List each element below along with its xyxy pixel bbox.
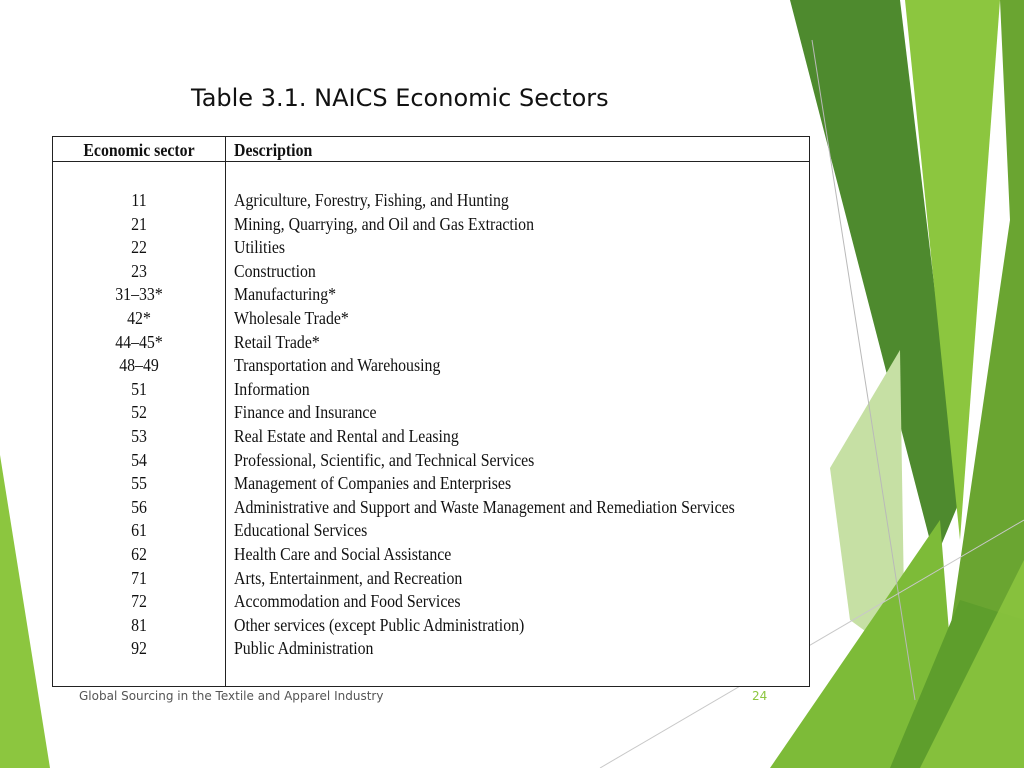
sector-code: 55 <box>131 473 147 494</box>
table-row <box>53 331 809 355</box>
footer-text: Global Sourcing in the Textile and Apparel Industry <box>79 689 384 703</box>
table-row <box>53 567 809 591</box>
sector-description: Utilities <box>234 237 286 258</box>
sector-description: Other services (except Public Administration) <box>234 614 525 635</box>
sector-code: 44–45* <box>115 331 163 352</box>
naics-table <box>52 136 810 687</box>
table-row <box>53 213 809 237</box>
sector-code: 92 <box>131 638 147 659</box>
sector-description: Professional, Scientific, and Technical Services <box>234 449 535 470</box>
table-row <box>53 189 809 213</box>
sector-code: 72 <box>131 591 147 612</box>
header-economic-sector: Economic sector <box>83 140 195 160</box>
sector-description: Wholesale Trade* <box>234 307 349 328</box>
sector-description: Finance and Insurance <box>234 402 377 423</box>
sector-description: Transportation and Warehousing <box>234 355 441 376</box>
sector-code: 48–49 <box>119 355 159 376</box>
sector-code: 81 <box>131 614 147 635</box>
table-row <box>53 519 809 543</box>
page-title: Table 3.1. NAICS Economic Sectors <box>191 84 609 112</box>
sector-description: Health Care and Social Assistance <box>234 543 452 564</box>
sector-description: Agriculture, Forestry, Fishing, and Hunting <box>234 190 509 210</box>
sector-description: Public Administration <box>234 638 374 659</box>
sector-code: 23 <box>131 260 147 281</box>
sector-code: 53 <box>131 425 147 446</box>
sector-description: Manufacturing* <box>234 284 337 305</box>
table-row <box>53 614 809 638</box>
sector-description: Accommodation and Food Services <box>234 591 461 612</box>
table-row <box>53 425 809 449</box>
sector-code: 42* <box>127 307 151 328</box>
table-row <box>53 543 809 567</box>
table-row <box>53 637 809 661</box>
sector-description: Mining, Quarrying, and Oil and Gas Extraction <box>234 213 535 234</box>
sector-description: Arts, Entertainment, and Recreation <box>234 567 463 588</box>
table-row <box>53 260 809 284</box>
sector-description: Retail Trade* <box>234 331 320 352</box>
table-row <box>53 590 809 614</box>
left-green-accent <box>0 455 50 768</box>
sector-description: Educational Services <box>234 520 368 541</box>
sector-description: Information <box>234 378 310 399</box>
sector-code: 31–33* <box>115 284 163 305</box>
table-row <box>53 283 809 307</box>
table-row <box>53 449 809 473</box>
sector-code: 51 <box>131 378 147 399</box>
table-row <box>53 472 809 496</box>
sector-code: 52 <box>131 402 147 423</box>
header-rule <box>53 161 809 162</box>
page-number: 24 <box>752 689 768 703</box>
sector-code: 21 <box>131 213 147 234</box>
header-description: Description <box>234 140 313 160</box>
table-row <box>53 236 809 260</box>
sector-code: 54 <box>131 449 147 470</box>
sector-code: 11 <box>131 190 147 210</box>
sector-description: Administrative and Support and Waste Management and Remediation Services <box>234 496 735 517</box>
sector-description: Construction <box>234 260 316 281</box>
sector-code: 71 <box>131 567 147 588</box>
sector-code: 56 <box>131 496 147 517</box>
table-row <box>53 401 809 425</box>
table-row <box>53 378 809 402</box>
sector-description: Management of Companies and Enterprises <box>234 473 512 494</box>
sector-code: 62 <box>131 543 147 564</box>
sector-code: 22 <box>131 237 147 258</box>
table-row <box>53 354 809 378</box>
table-body <box>53 189 809 661</box>
table-row <box>53 307 809 331</box>
table-row <box>53 496 809 520</box>
sector-description: Real Estate and Rental and Leasing <box>234 425 459 446</box>
sector-code: 61 <box>131 520 147 541</box>
